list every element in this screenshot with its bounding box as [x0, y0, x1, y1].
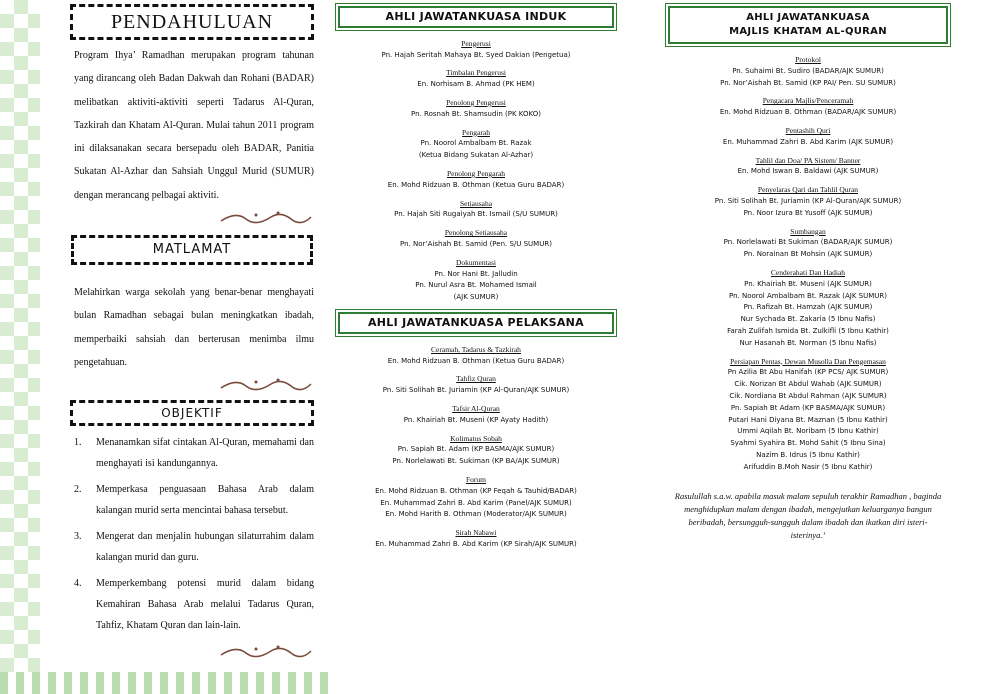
member-name: Cik. Norizan Bt Abdul Wahab (AJK SUMUR)	[734, 380, 882, 389]
committee-section	[664, 155, 952, 179]
member-name: Pn. Hajah Seritah Mahaya Bt. Syed Dakian (Pengetua)	[381, 50, 571, 59]
committee-section	[664, 95, 952, 119]
member-name: Nazim B. Idrus (5 Ibnu Kathir)	[756, 450, 860, 459]
list-item: 1. Menanamkan sifat cintakan Al-Quran, memahami dan menghayati isi kandungannya.	[74, 437, 314, 470]
section-title: Ceramah, Tadarus & Tazkirah	[431, 344, 521, 354]
section-title: Forum	[465, 474, 486, 484]
khatam-title-line1: AHLI JAWATANKUASA	[746, 12, 870, 23]
committee-section	[334, 433, 618, 468]
objektif-title: OBJEKTIF	[161, 406, 223, 421]
pelaksana-heading-box	[338, 312, 614, 334]
list-item: 2. Memperkasa penguasaan Bahasa Arab dalam kalangan murid serta mencintai bahasa tersebut.	[74, 484, 314, 517]
member-name: En. Muhammad Zahri B. Abd Karim (Panel/AJK SUMUR)	[380, 498, 572, 507]
section-title: Pentashih Quri	[785, 125, 831, 135]
member-name: Pn. Noor Izura Bt Yusoff (AJK SUMUR)	[743, 208, 873, 217]
section-title: Penolong Pengerusi	[446, 97, 506, 107]
section-title: Sumbangan	[790, 226, 826, 236]
committee-section	[664, 54, 952, 89]
section-title: Protokol	[795, 55, 821, 64]
committee-section	[334, 67, 618, 91]
member-name: En. Mohd Ridzuan B. Othman (BADAR/AJK SUMUR)	[719, 108, 897, 117]
member-name: Ummi Aqilah Bt. Noribam (5 Ibnu Kathir)	[737, 427, 879, 436]
member-name: Pn. Siti Solihah Bt. Juriamin (KP Al-Quran/AJK SUMUR)	[714, 196, 902, 205]
committee-section	[334, 97, 618, 121]
committee-section	[334, 127, 618, 162]
section-title: Penolong Pengarah	[446, 168, 506, 178]
member-name: Pn. Rafizah Bt. Hamzah (AJK SUMUR)	[743, 303, 873, 312]
member-name: Pn. Khairiah Bt. Museni (KP Ayaty Hadith)	[403, 415, 549, 424]
pelaksana-title: AHLI JAWATANKUASA PELAKSANA	[367, 315, 584, 329]
committee-section	[334, 257, 618, 304]
member-name: Pn Azilia Bt Abu Hanifah (KP PCS/ AJK SUMUR)	[727, 368, 889, 377]
section-title: Persiapan Pentas, Dewan Musolla Dan Pengemasan	[730, 356, 886, 366]
flourish-ornament	[216, 374, 316, 394]
committee-section	[334, 38, 618, 62]
pendahuluan-title: PENDAHULUAN	[110, 11, 274, 33]
list-item: 4. Memperkembang potensi murid dalam bidang Kemahiran Bahasa Arab melalui Tadarus Quran, Tahfiz, Khatam Quran dan lain-lain.	[74, 578, 314, 632]
section-title: Tafsir Al-Quran	[452, 403, 500, 413]
committee-section	[664, 184, 952, 219]
member-name: Pn. Rosnah Bt. Shamsudin (PK KOKO)	[411, 109, 541, 118]
member-name: (Ketua Bidang Sukatan Al-Azhar)	[418, 151, 534, 160]
member-name: (AJK SUMUR)	[453, 293, 499, 302]
member-name: Pn. Sapiah Bt. Adam (KP BASMA/AJK SUMUR)	[397, 445, 555, 454]
pelaksana-sections	[334, 344, 618, 551]
pendahuluan-heading-box	[70, 4, 314, 40]
section-title: Sirah Nabawi	[455, 528, 497, 538]
left-column	[66, 0, 318, 665]
right-column	[664, 0, 952, 542]
committee-section	[664, 267, 952, 350]
member-name: En. Mohd Ridzuan B. Othman (Ketua Guru BADAR)	[387, 180, 565, 189]
pendahuluan-text: Program Ihya’ Ramadhan merupakan program tahunan yang dirancang oleh Badan Dakwah dan Rohani (BADAR) melibatkan aktiviti-aktiviti seperti Tadarus Al-Quran, Tazkirah dan Khatam Al-Quran. Mulai tahun 2011 program ini dilaksanakan secara bersepadu oleh BADAR, Panitia Sukatan Al-Azhar dan Sahsiah Unggul Murid (SUMUR) dengan merancang pelbagai aktiviti.	[74, 50, 314, 201]
list-item: 3. Mengerat dan menjalin hubungan silaturrahim dalam kalangan murid dan guru.	[74, 531, 314, 564]
khatam-heading-box	[668, 6, 948, 44]
member-name: En. Mohd Ridzuan B. Othman (KP Feqah & Tauhid/BADAR)	[375, 486, 577, 495]
member-name: En. Mohd Iswan B. Baldawi (AJK SUMUR)	[737, 167, 879, 176]
committee-section	[334, 344, 618, 368]
section-title: Penyelaras Qari dan Tahlil Quran	[757, 185, 859, 195]
committee-section	[334, 168, 618, 192]
committee-section	[664, 356, 952, 474]
member-name: Pn. Noorol Ambalbam Bt. Razak	[420, 139, 532, 148]
member-name: Pn. Norlelawati Bt. Sukiman (KP BA/AJK SUMUR)	[392, 457, 560, 466]
member-name: Nur Sychada Bt. Zakaria (5 Ibnu Nafis)	[740, 315, 876, 324]
member-name: Nur Hasanah Bt. Norman (5 Ibnu Nafis)	[739, 338, 877, 347]
matlamat-title: MATLAMAT	[152, 242, 232, 258]
objektif-list	[66, 432, 318, 636]
committee-section	[334, 198, 618, 222]
member-name: Pn. Hajah Siti Rugaiyah Bt. Ismail (S/U SUMUR)	[394, 210, 558, 219]
bottom-stripe-border	[0, 672, 330, 694]
section-title: Pengarah	[462, 127, 490, 137]
induk-title: AHLI JAWATANKUASA INDUK	[385, 10, 567, 23]
committee-section	[664, 125, 952, 149]
khatam-title-line2: MAJLIS KHATAM AL-QURAN	[729, 26, 887, 37]
section-title: Pengerusi	[461, 38, 491, 48]
matlamat-text: Melahirkan warga sekolah yang benar-benar menghayati bulan Ramadhan sebagai bulan meningkatkan ibadah, memperbaiki sahsiah dan berterusan menimba ilmu pengetahuan.	[74, 287, 314, 368]
hadith-quote: Rasulullah s.a.w. apabila masuk malam sepuluh terakhir Ramadhan , baginda menghidupkan malam dengan ibadah, mengejutkan keluarganya bangun beribadah, bersungguh-sungguh dalam ibadah dan ikatkan diri isteri-isterinya.’	[674, 490, 942, 540]
member-name: En. Mohd Ridzuan B. Othman (Ketua Guru BADAR)	[387, 356, 565, 365]
committee-section	[334, 403, 618, 427]
section-title: Cenderahati Dan Hadiah	[770, 267, 846, 277]
member-name: Pn. Nurul Asra Bt. Mohamed Ismail	[415, 281, 537, 290]
committee-section	[334, 474, 618, 521]
section-title: Tahfiz Quran	[456, 374, 496, 384]
checker-border	[0, 0, 56, 694]
committee-section	[334, 527, 618, 551]
committee-section	[334, 227, 618, 251]
member-name: En. Mohd Harith B. Othman (Moderator/AJK SUMUR)	[385, 510, 567, 519]
committee-section	[334, 373, 618, 397]
flourish-ornament	[216, 207, 316, 227]
member-name: Pn. Norlelawati Bt Sukiman (BADAR/AJK SUMUR)	[723, 238, 893, 247]
section-title: Penolong Setiausaha	[444, 228, 508, 238]
member-name: Pn. Sapiah Bt Adam (KP BASMA/AJK SUMUR)	[730, 403, 886, 412]
member-name: En. Norhisam B. Ahmad (PK HEM)	[417, 80, 535, 89]
member-name: Pn. Nor’Aishah Bt. Samid (Pen. S/U SUMUR)	[400, 239, 552, 248]
member-name: Pn. Suhaimi Bt. Sudiro (BADAR/AJK SUMUR)	[732, 66, 884, 75]
section-title: Setiausaha	[459, 198, 493, 208]
member-name: Cik. Nordiana Bt Abdul Rahman (AJK SUMUR)	[729, 391, 887, 400]
section-title: Pengacara Majlis/Penceramah	[762, 96, 854, 106]
member-name: Farah Zulifah Ismida Bt. Zulkifli (5 Ibnu Kathir)	[727, 326, 889, 335]
member-name: Pn. Khairiah Bt. Museni (AJK SUMUR)	[744, 279, 872, 288]
member-name: Pn. Siti Solihah Bt. Juriamin (KP Al-Quran/AJK SUMUR)	[382, 386, 570, 395]
induk-sections	[334, 38, 618, 304]
member-name: Arifuddin B.Moh Nasir (5 Ibnu Kathir)	[743, 462, 873, 471]
middle-column	[334, 0, 618, 557]
section-title: Kolimatus Sobah	[450, 433, 502, 443]
committee-section	[664, 226, 952, 261]
member-name: En. Muhammad Zahri B. Abd Karim (AJK SUMUR)	[722, 137, 894, 146]
member-name: En. Muhammad Zahri B. Abd Karim (KP Sirah/AJK SUMUR)	[375, 539, 577, 548]
khatam-sections	[664, 54, 952, 474]
section-title: Timbalan Pengerusi	[446, 68, 506, 78]
matlamat-heading-box	[71, 235, 313, 265]
member-name: Pn. Noorol Ambalbam Bt. Razak (AJK SUMUR)	[729, 291, 887, 300]
member-name: Pn. Nor’Aishah Bt. Samid (KP PAI/ Pen. SU SUMUR)	[720, 78, 896, 87]
objektif-heading-box	[70, 400, 314, 426]
member-name: Syahmi Syahira Bt. Mohd Sahit (5 Ibnu Sina)	[730, 439, 886, 448]
member-name: Putari Hani Diyana Bt. Maznan (5 Ibnu Kathir)	[728, 415, 888, 424]
section-title: Dokumentasi	[456, 257, 496, 267]
section-title: Tahlil dan Doa/ PA Sistem/ Banner	[755, 155, 861, 165]
flourish-ornament	[216, 641, 316, 661]
induk-heading-box	[338, 6, 614, 28]
member-name: Pn. Nor Hani Bt. Jalludin	[434, 269, 518, 278]
member-name: Pn. Norainan Bt Mohsin (AJK SUMUR)	[743, 250, 873, 259]
